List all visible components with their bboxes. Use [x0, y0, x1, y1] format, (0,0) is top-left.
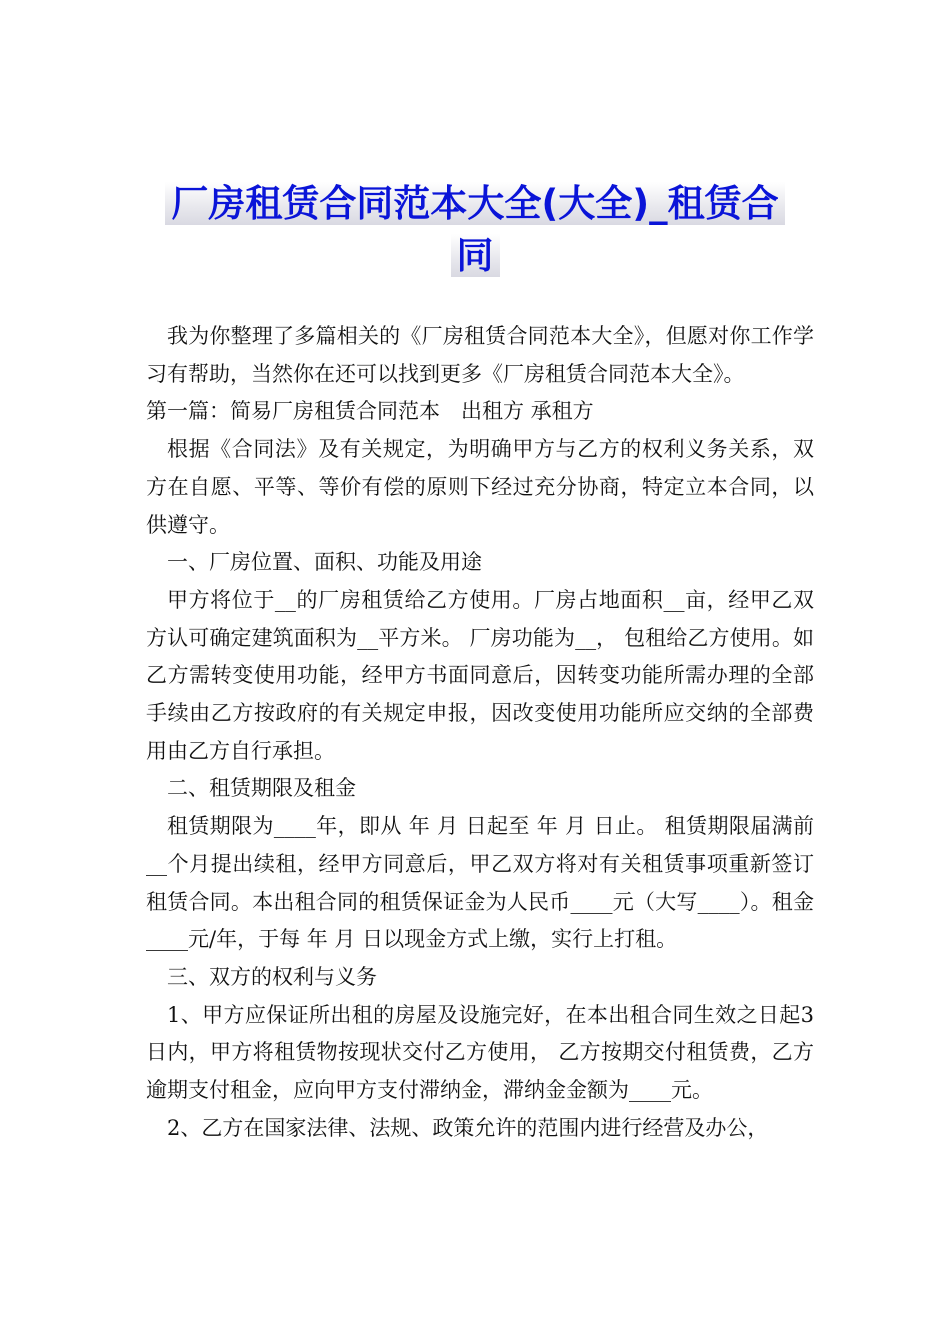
section-heading-part-one: 第一篇：简易厂房租赁合同范本 出租方 承租方: [146, 399, 594, 424]
clause-heading-1: 一、厂房位置、面积、功能及用途: [167, 550, 482, 575]
clause-heading-3: 三、双方的权利与义务: [167, 964, 377, 989]
clause-2-paragraph: 租赁期限为____年，即从 年 月 日起至 年 月 日止。 租赁期限届满前__个月提出续租，经甲方同意后，甲乙双方将对有关租赁事项重新签订租赁合同。本出租合同的租赁保证金为人民币____元（大写____）。租金____元/年，于每 年 月 日以现金方式上缴，实行上打租。: [146, 814, 814, 952]
preamble-paragraph: 根据《合同法》及有关规定，为明确甲方与乙方的权利义务关系，双方在自愿、平等、等价有偿的原则下经过充分协商，特定立本合同，以供遵守。: [146, 437, 814, 537]
clause-3-item-1: 1、甲方应保证所出租的房屋及设施完好，在本出租合同生效之日起3日内，甲方将租赁物按现状交付乙方使用， 乙方按期交付租赁费，乙方逾期支付租金，应向甲方支付滞纳金，滞纳金金额为____元。: [146, 1002, 814, 1103]
document-body: [146, 318, 814, 1147]
document-title: 厂房租赁合同范本大全(大全)_租赁合同: [150, 178, 800, 282]
clause-3-item-2: 2、乙方在国家法律、法规、政策允许的范围内进行经营及办公，: [167, 1115, 769, 1140]
intro-paragraph: 我为你整理了多篇相关的《厂房租赁合同范本大全》，但愿对你工作学习有帮助，当然你在还可以找到更多《厂房租赁合同范本大全》。: [146, 324, 814, 386]
clause-1-paragraph: 甲方将位于__的厂房租赁给乙方使用。厂房占地面积__亩，经甲乙双方认可确定建筑面积为__平方米。 厂房功能为__， 包租给乙方使用。如乙方需转变使用功能，经甲方书面同意后，因转变功能所需办理的全部手续由乙方按政府的有关规定申报，因改变使用功能所应交纳的全部费用由乙方自行承担。: [146, 587, 814, 763]
clause-heading-2: 二、租赁期限及租金: [167, 776, 356, 801]
